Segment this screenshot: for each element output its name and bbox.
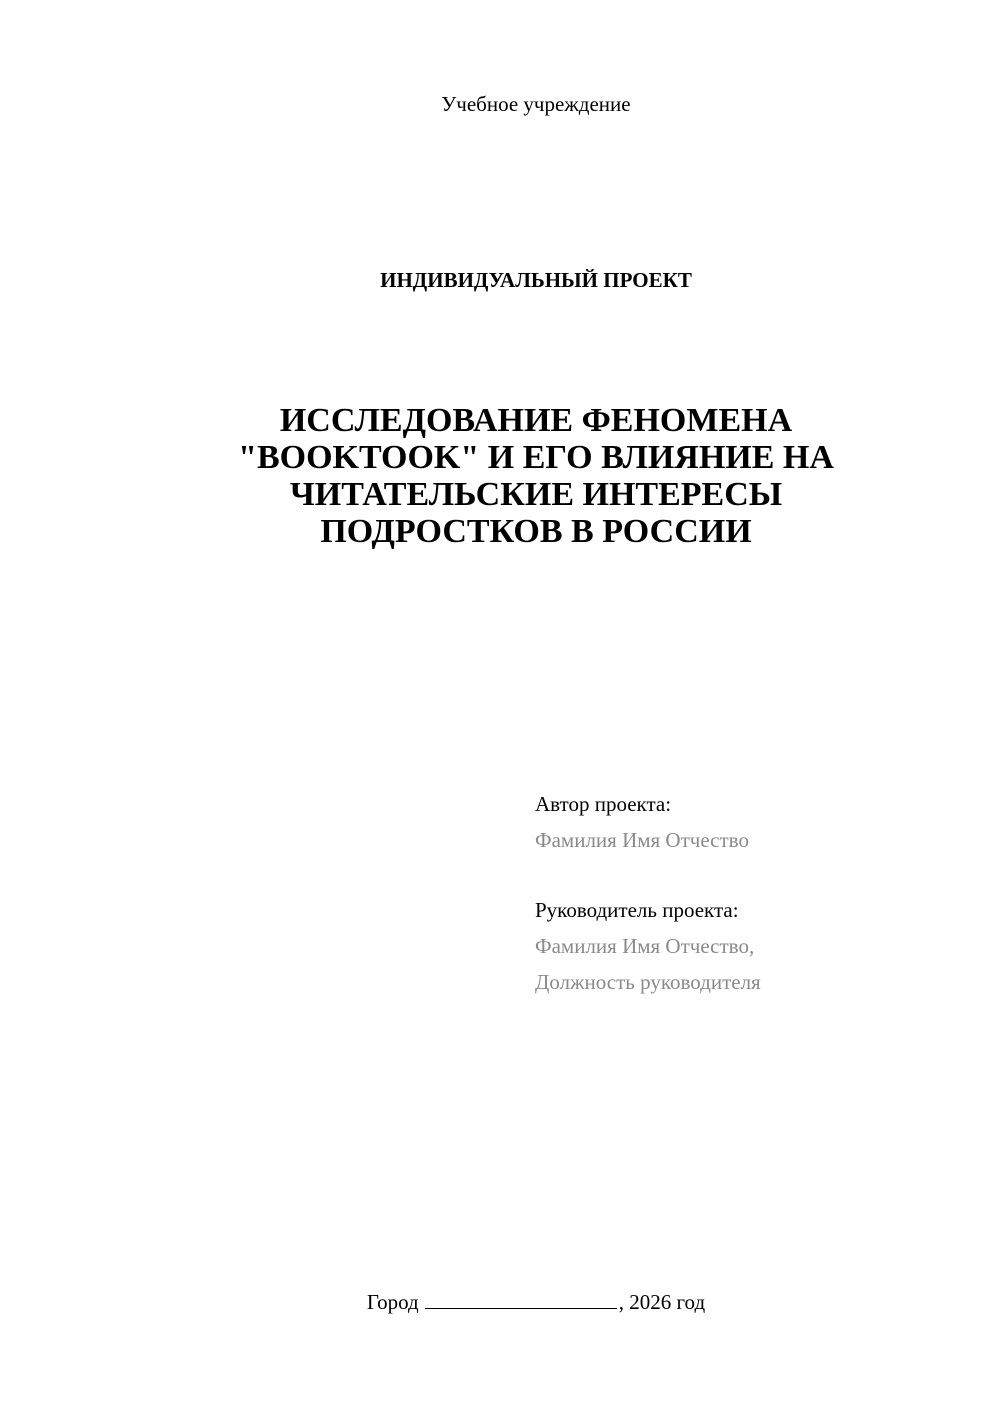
project-title-line: ПОДРОСТКОВ В РОССИИ [320, 513, 752, 550]
author-name-placeholder: Фамилия Имя Отчество [535, 828, 749, 852]
author-block [535, 786, 975, 858]
supervisor-name-placeholder: Фамилия Имя Отчество, [535, 934, 755, 958]
city-year-line [0, 1290, 1000, 1315]
project-type-heading: ИНДИВИДУАЛЬНЫЙ ПРОЕКТ [380, 268, 692, 292]
supervisor-position-placeholder: Должность руководителя [535, 970, 761, 994]
city-blank-line [425, 1290, 617, 1309]
project-title-line: ЧИТАТЕЛЬСКИЕ ИНТЕРЕСЫ [289, 476, 783, 513]
supervisor-block [535, 892, 975, 1000]
supervisor-label: Руководитель проекта: [535, 898, 739, 922]
project-title [180, 402, 892, 550]
project-title-line: ИССЛЕДОВАНИЕ ФЕНОМЕНА [279, 402, 793, 439]
author-label: Автор проекта: [535, 792, 672, 816]
year-text: , 2026 год [618, 1290, 706, 1314]
institution-name: Учебное учреждение [441, 92, 631, 116]
city-label: Город [366, 1290, 419, 1314]
project-title-line: "BOOKTOOK" И ЕГО ВЛИЯНИЕ НА [238, 439, 834, 476]
